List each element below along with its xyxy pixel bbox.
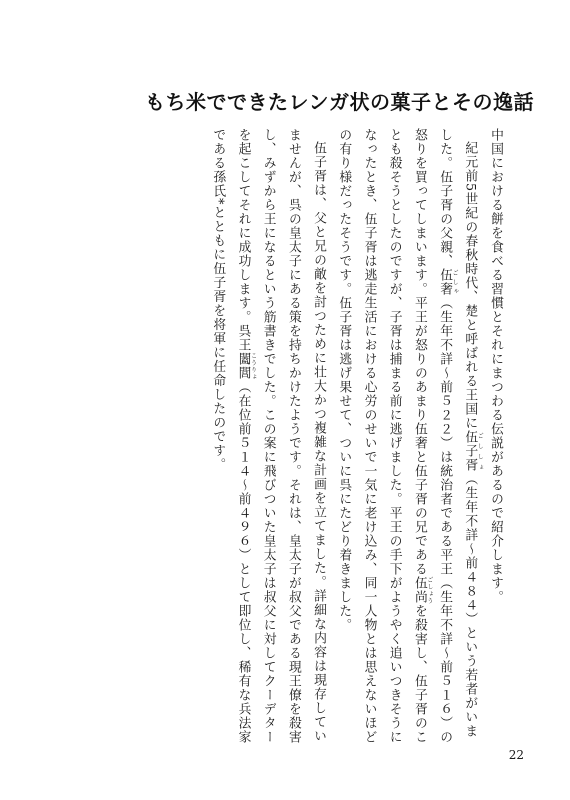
ruby-term: 伍尚 ごしょう	[411, 576, 433, 604]
text-run: （在位前５１４〜前４９６）として即位し、稀有な兵法家である孫氏*とともに伍子胥を将軍に任命したのです。	[210, 128, 251, 744]
paragraph	[205, 128, 331, 748]
text-run: 紀元前5世紀の春秋時代、楚と呼ばれる王国に	[462, 140, 478, 431]
page-number: 22	[508, 748, 524, 762]
ruby-reading: ごしゃ	[451, 268, 459, 296]
ruby-reading: ごしょう	[425, 576, 433, 604]
page-title: もち米でできたレンガ状の菓子とその逸話	[145, 90, 534, 114]
body-text	[118, 128, 508, 748]
text-run: （生年不詳〜前４８４）という若者がいました。伍子胥の父親、	[437, 128, 478, 739]
text-run: を殺害し、伍子胥のことも殺そうとしたのですが、子胥は捕まる前に逃げました。平王の手下がようやく追いつきそうになったとき、伍子胥は逃走生活における心労のせいで一気に老け込み、同一人物とは思えないほどの有り様だったそうです。伍子胥は逃げ果せて、ついに呉にたどり着きました。	[336, 128, 427, 744]
ruby-term: 伍子胥 ごししょ	[462, 430, 484, 473]
ruby-term: 伍奢 ごしゃ	[437, 268, 459, 296]
paragraph	[331, 128, 483, 748]
ruby-reading: こうりょ	[249, 352, 257, 380]
text-run: 伍子胥は、父と兄の敵を討つために壮大かつ複雑な計画を立てました。詳細な内容は現存していませんが、呉の皇太子にある策を持ちかけたようです。それは、皇太子が叔父である現王僚を殺害し、みずから王になるという筋書きでした。この案に飛びついた皇太子は叔父に対してクーデターを起こしてそれに成功します。呉王	[235, 128, 327, 744]
paragraph	[483, 128, 508, 748]
text-run: （生年不詳〜前５２２）は統治者である平王（生年不詳〜前５１６）の怒りを買ってしまいます。平王が怒りのあまり伍奢と伍子胥の兄である	[411, 128, 453, 744]
text-run: 中国における餅を食べる習慣とそれにまつわる伝説があるので紹介します。	[488, 128, 503, 604]
ruby-term: 闔閭 こうりょ	[235, 352, 257, 380]
ruby-reading: ごししょ	[476, 430, 484, 473]
